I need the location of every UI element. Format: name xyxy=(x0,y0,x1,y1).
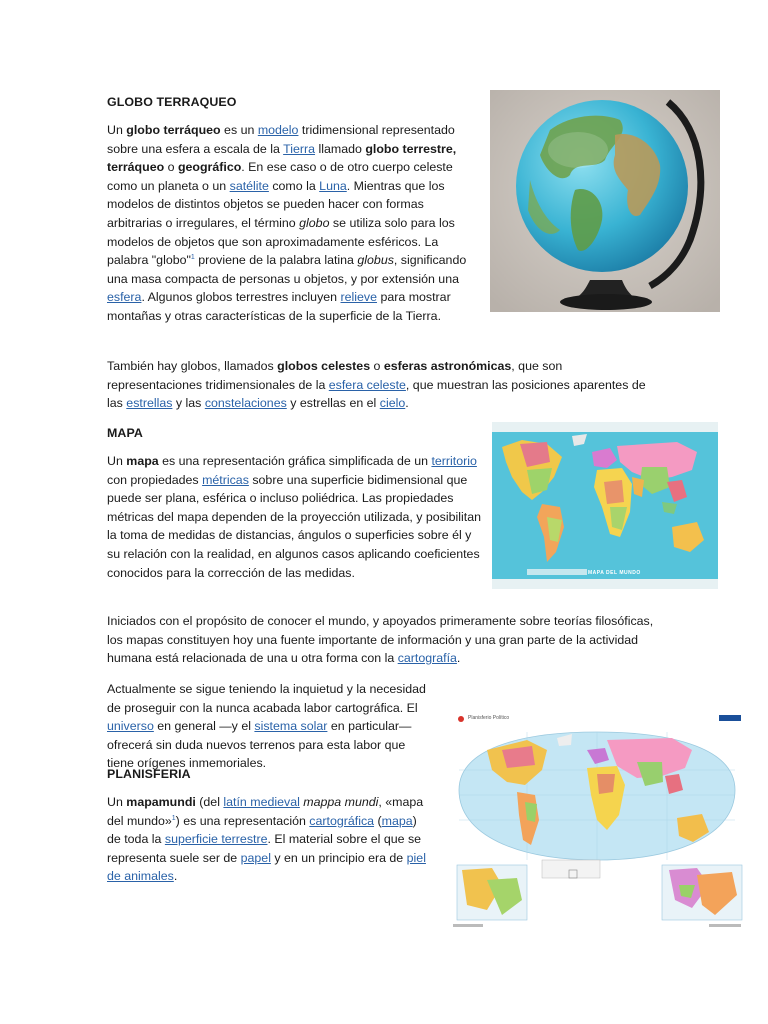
bold-term: mapa xyxy=(126,454,159,468)
text: Un xyxy=(107,454,127,468)
text: . Algunos globos terrestres incluyen xyxy=(141,290,341,305)
link-tierra[interactable]: Tierra xyxy=(283,141,316,156)
map-caption: MAPA DEL MUNDO xyxy=(588,570,641,576)
globe-photo xyxy=(490,90,720,312)
link-esfera[interactable]: esfera xyxy=(107,290,142,305)
text: . El material sobre el que se representa suele ser de xyxy=(107,832,422,865)
world-map-image xyxy=(492,422,718,589)
text: o xyxy=(370,359,384,373)
text: para mostrar montañas y otras características de la superficie de la Tierra. xyxy=(107,290,451,323)
text: y las xyxy=(172,396,205,411)
link-cartografia[interactable]: cartografía xyxy=(397,651,457,666)
text: y en un principio era de xyxy=(270,850,407,865)
text: es una representación gráfica simplificada de un xyxy=(158,454,432,468)
bold-term: mapamundi xyxy=(126,795,196,809)
link-metricas[interactable]: métricas xyxy=(202,472,249,487)
link-piel-de-animales[interactable]: piel de animales xyxy=(107,850,426,884)
text: ) es una representación xyxy=(175,813,310,828)
text: También hay globos, llamados xyxy=(107,359,278,373)
bold-term: esferas astronómicas xyxy=(383,359,512,373)
heading-planisferia: PLANISFERIA xyxy=(107,767,191,781)
link-relieve[interactable]: relieve xyxy=(340,290,378,305)
world-map-illustration xyxy=(492,422,718,589)
text: . En ese caso o de otro cuerpo celeste como un planeta o un xyxy=(107,160,453,193)
link-cielo[interactable]: cielo xyxy=(379,396,406,411)
text: Iniciados con el propósito de conocer el mundo, y apoyados primeramente sobre teorías filosóficas, los mapas constituyen hoy una fuente importante de información y una gran parte de la actividad humana está relacionada de una u otra forma con la xyxy=(107,614,654,666)
text: se utiliza solo para los modelos de objetos que son aproximadamente esféricos. La palabra "globo" xyxy=(107,215,455,268)
paragraph-planisferia-1 xyxy=(107,793,432,886)
link-sistema-solar[interactable]: sistema solar xyxy=(254,719,328,734)
link-estrellas[interactable]: estrellas xyxy=(126,396,173,411)
text: , significando una masa compacta de personas u objetos, y por extensión una xyxy=(107,253,467,286)
paragraph-mapa-1 xyxy=(107,452,482,582)
text: es un xyxy=(220,123,258,137)
text: en particular— ofrecerá sin duda nuevos terrenos para esta labor que tiene orígenes inmemoriales. xyxy=(107,719,412,771)
political-map-illustration xyxy=(447,710,747,932)
heading-globo-terraqueo: GLOBO TERRAQUEO xyxy=(107,95,237,109)
text: . xyxy=(456,651,461,666)
link-latin-medieval[interactable]: latín medieval xyxy=(223,795,300,809)
link-cartografica[interactable]: cartográfica xyxy=(309,813,375,828)
text: , que son representaciones tridimensionales de la xyxy=(107,359,563,392)
political-map-image xyxy=(447,710,747,932)
link-superficie-terrestre[interactable]: superficie terrestre xyxy=(164,832,268,847)
link-satelite[interactable]: satélite xyxy=(229,178,269,193)
text: ) de toda la xyxy=(107,813,417,847)
text: . xyxy=(405,396,409,411)
paragraph-mapa-3 xyxy=(107,680,432,773)
text: sobre una superficie bidimensional que puede ser plana, esférica o incluso poliédrica. Las propiedades métricas del mapa dependen de la proyección utilizada, y posibilitan la toma de medidas de distancias, ángulos o superficies sobre él y su relación con la realidad, en algunos casos aplicando coeficientes conocidos para la corrección de las medidas. xyxy=(107,472,482,580)
link-mapa[interactable]: mapa xyxy=(381,813,413,828)
link-esfera-celeste[interactable]: esfera celeste xyxy=(328,377,406,392)
text: . Mientras que los modelos de distintos objetos se pueden hacer con formas arbitrarias o irregulares, el término xyxy=(107,178,445,230)
footnote-ref[interactable]: 1 xyxy=(190,254,195,262)
paragraph-globo-2 xyxy=(107,357,647,413)
text: como la xyxy=(268,178,320,193)
text: Un xyxy=(107,123,127,137)
text: con propiedades xyxy=(107,472,203,487)
bold-term: globo terráqueo xyxy=(126,123,221,137)
text: llamado xyxy=(315,141,366,156)
text: ( xyxy=(374,813,382,828)
paragraph-globo-1 xyxy=(107,121,479,326)
political-map-title: Planisferio Político xyxy=(468,715,510,721)
text: , que muestran las posiciones aparentes de las xyxy=(107,377,646,411)
italic-term: globo xyxy=(299,215,330,230)
text: o xyxy=(164,160,178,175)
text: Actualmente se sigue teniendo la inquietud y la necesidad de proseguir con la nunca acabada labor cartográfica. El xyxy=(107,682,426,715)
link-modelo[interactable]: modelo xyxy=(257,123,299,137)
link-constelaciones[interactable]: constelaciones xyxy=(204,396,287,411)
text: Un xyxy=(107,795,127,809)
text: en general —y el xyxy=(153,719,255,734)
text: , «mapa del mundo» xyxy=(107,795,424,828)
bold-term: geográfico xyxy=(177,160,242,175)
footnote-ref[interactable]: 1 xyxy=(171,814,176,822)
heading-mapa: MAPA xyxy=(107,426,143,440)
link-papel[interactable]: papel xyxy=(240,850,271,865)
bold-term: globo terrestre, terráqueo xyxy=(107,141,457,175)
link-universo[interactable]: universo xyxy=(107,719,154,734)
link-luna[interactable]: Luna xyxy=(319,178,347,193)
paragraph-mapa-2 xyxy=(107,612,655,668)
italic-term: globus xyxy=(357,253,394,268)
bold-term: globos celestes xyxy=(277,359,371,373)
italic-term: mappa mundi xyxy=(303,795,379,809)
text: tridimensional representado sobre una esfera a escala de la xyxy=(107,123,455,156)
text: y estrellas en el xyxy=(286,396,380,411)
text: proviene de la palabra latina xyxy=(194,253,358,268)
text: . xyxy=(173,869,178,884)
link-territorio[interactable]: territorio xyxy=(431,454,477,468)
text: (del xyxy=(195,795,224,809)
globe-illustration xyxy=(490,90,720,312)
